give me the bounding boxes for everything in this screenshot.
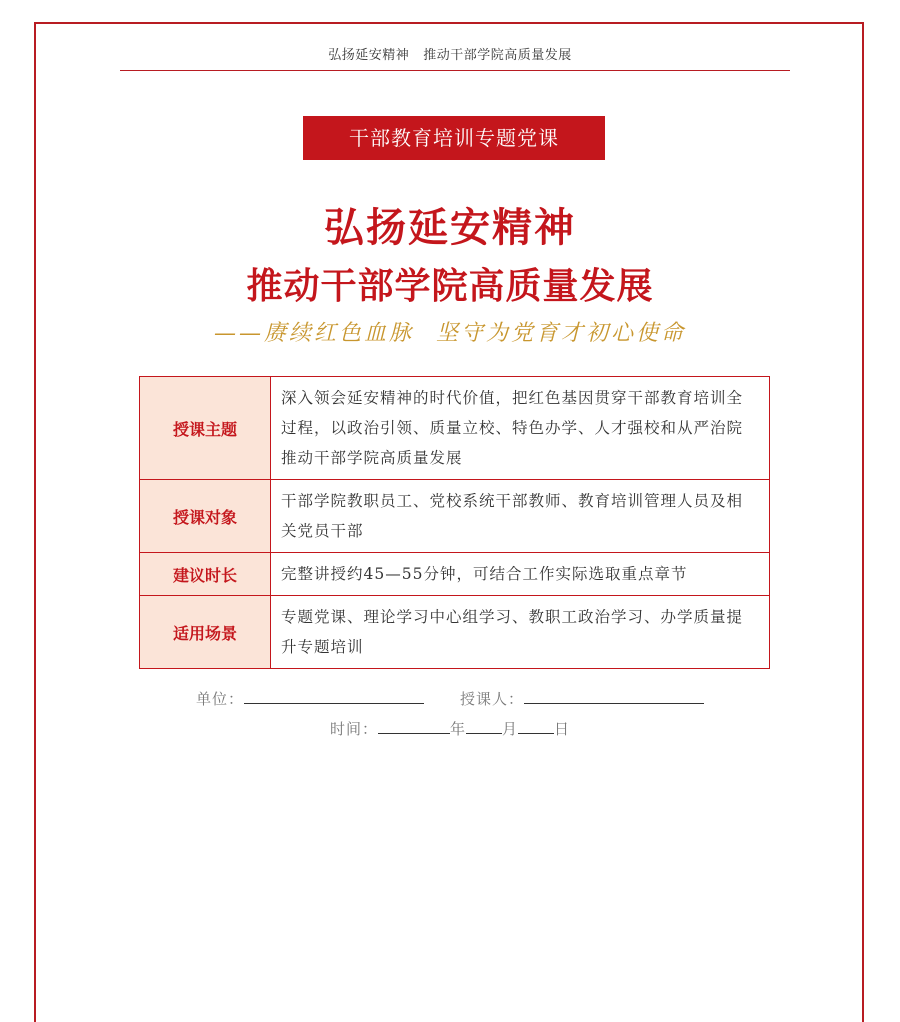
table-row (140, 553, 770, 596)
row-value-duration: 完整讲授约45—55分钟，可结合工作实际选取重点章节 (271, 553, 770, 596)
lecturer-label: 授课人： (460, 690, 525, 708)
month-label: 月 (502, 720, 519, 738)
running-header (0, 44, 900, 63)
row-label-duration: 建议时长 (140, 553, 271, 596)
main-title-line-2: 推动干部学院高质量发展 (246, 266, 654, 307)
row-value-topic: 深入领会延安精神的时代价值，把红色基因贯穿干部教育培训全过程，以政治引领、质量立校、特色办学、人才强校和从严治院推动干部学院高质量发展 (271, 377, 770, 480)
lecturer-blank-field[interactable] (524, 689, 704, 704)
row-label-scenarios: 适用场景 (140, 596, 271, 669)
main-title-line-1: 弘扬延安精神 (324, 205, 576, 251)
time-label: 时间： (329, 720, 378, 738)
table-row (140, 596, 770, 669)
year-label: 年 (449, 720, 466, 738)
subtitle-part-1: ——赓续红色血脉 (213, 321, 414, 346)
subtitle-part-2: 坚守为党育才初心使命 (436, 321, 687, 346)
row-value-audience: 干部学院教职员工、党校系统干部教师、教育培训管理人员及相关党员干部 (271, 480, 770, 553)
course-info-table (139, 376, 770, 669)
unit-lecturer-line (0, 688, 900, 709)
day-label: 日 (554, 720, 571, 738)
row-label-audience: 授课对象 (140, 480, 271, 553)
header-divider (120, 70, 790, 71)
unit-blank-field[interactable] (244, 689, 424, 704)
row-label-topic: 授课主题 (140, 377, 271, 480)
table-row (140, 480, 770, 553)
header-left-text: 弘扬延安精神 (328, 48, 410, 63)
category-banner: 干部教育培训专题党课 (303, 116, 605, 160)
month-blank-field[interactable] (466, 719, 502, 734)
year-blank-field[interactable] (378, 719, 450, 734)
header-right-text: 推动干部学院高质量发展 (423, 48, 572, 63)
row-value-scenarios: 专题党课、理论学习中心组学习、教职工政治学习、办学质量提升专题培训 (271, 596, 770, 669)
subtitle (0, 316, 900, 347)
table-row (140, 377, 770, 480)
date-line (0, 718, 900, 739)
day-blank-field[interactable] (518, 719, 554, 734)
unit-label: 单位： (195, 690, 244, 708)
